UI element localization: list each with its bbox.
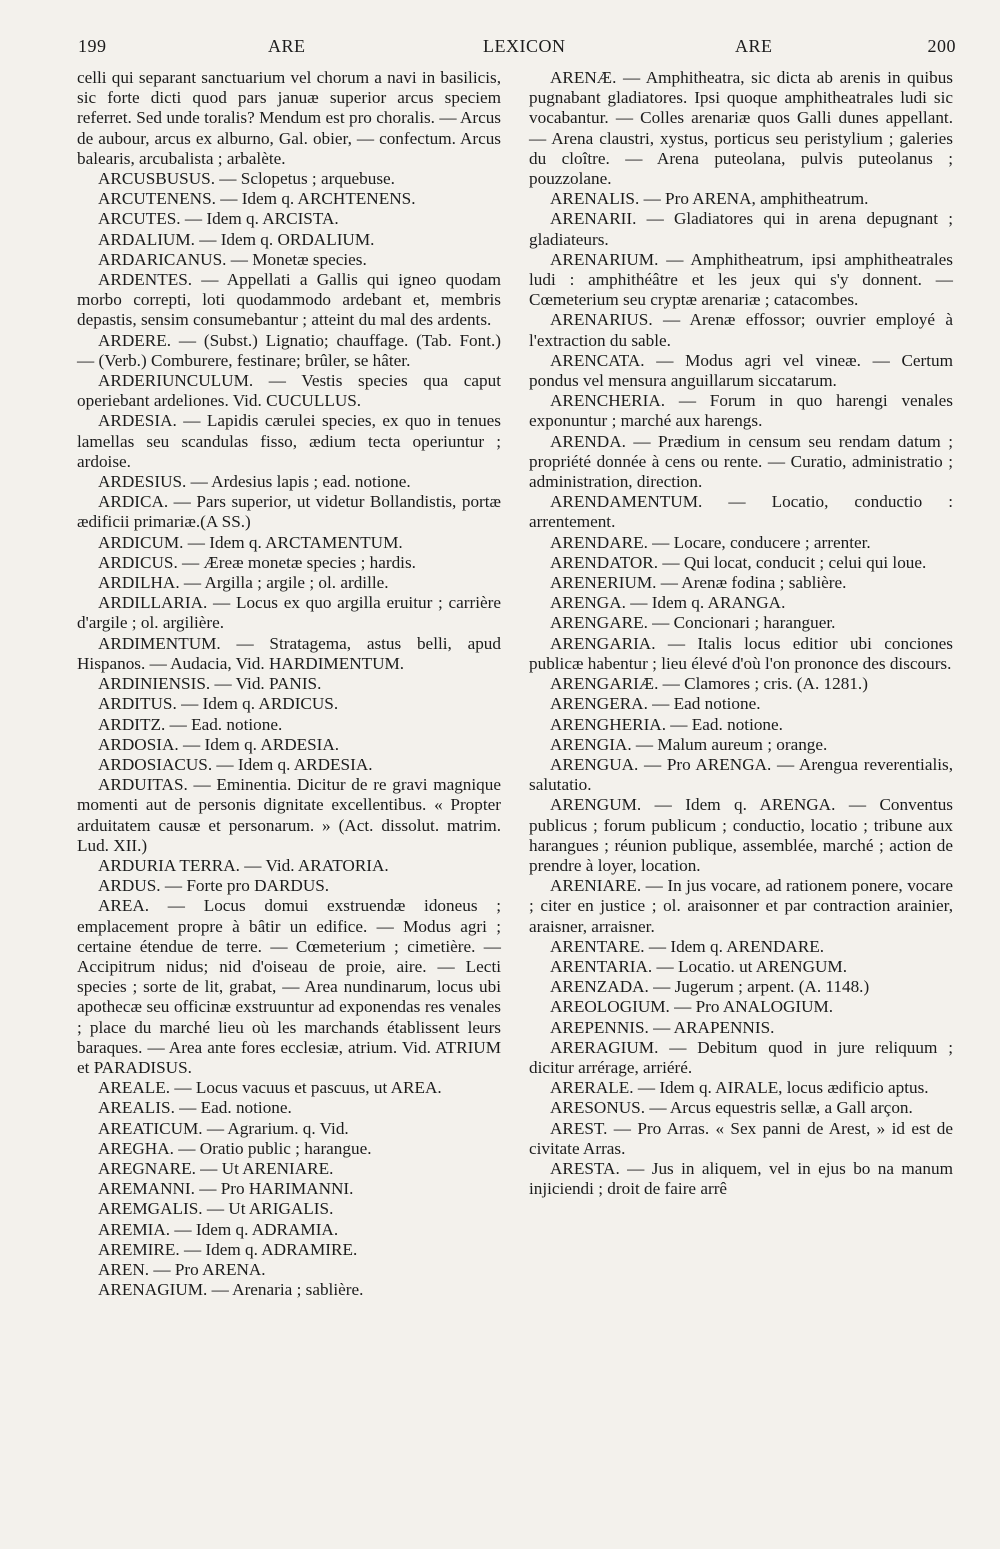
dictionary-entry: ARESONUS. — Arcus equestris sellæ, a Gall arçon.: [550, 1098, 913, 1118]
page-number-right: 200: [927, 36, 956, 56]
dictionary-entry: AREOLOGIUM. — Pro ANALOGIUM.: [550, 997, 834, 1017]
dictionary-entry: ARDOSIA. — Idem q. ARDESIA.: [98, 734, 340, 754]
dictionary-entry: ARDERIUNCULUM. — Vestis species qua caput operiebant ardeliones. Vid. CUCULLUS.: [77, 371, 501, 411]
dictionary-entry: ARDICA. — Pars superior, ut videtur Bollandistis, portæ ædificii primariæ.(A SS.): [77, 492, 501, 532]
dictionary-entry: AREATICUM. — Agrarium. q. Vid.: [98, 1118, 349, 1138]
dictionary-entry: ARDICUM. — Idem q. ARCTAMENTUM.: [98, 532, 403, 552]
dictionary-entry: ARCUTENENS. — Idem q. ARCHTENENS.: [98, 189, 416, 209]
dictionary-entry: ARENDATOR. — Qui locat, conducit ; celui qui loue.: [550, 552, 927, 572]
dictionary-entry: ARDOSIACUS. — Idem q. ARDESIA.: [98, 754, 373, 774]
page-number-left: 199: [78, 36, 107, 56]
dictionary-entry: ARENGUM. — Idem q. ARENGA. — Conventus publicus ; forum publicum ; conductio, locatio ; tribune aux harangues ; réunion publique, assemblée, marché ; action de prendre à loyer, location.: [529, 795, 953, 875]
dictionary-entry: ARDUS. — Forte pro DARDUS.: [98, 876, 330, 896]
dictionary-entry: ARENGERA. — Ead notione.: [550, 694, 761, 714]
dictionary-entry: ARENGARIÆ. — Clamores ; cris. (A. 1281.): [550, 674, 868, 694]
dictionary-entry: ARENGHERIA. — Ead. notione.: [550, 714, 783, 734]
dictionary-entry: ARESTA. — Jus in aliquem, vel in ejus bo na manum injiciendi ; droit de faire arrê: [529, 1158, 953, 1199]
dictionary-entry: ARDALIUM. — Idem q. ORDALIUM.: [98, 229, 375, 249]
dictionary-entry: ARENARIUS. — Arenæ effossor; ouvrier employé à l'extraction du sable.: [529, 310, 953, 350]
dictionary-entry: AREALE. — Locus vacuus et pascuus, ut AREA.: [98, 1078, 442, 1098]
dictionary-entry: ARENGUA. — Pro ARENGA. — Arengua reverentialis, salutatio.: [529, 754, 953, 795]
dictionary-entry: ARDARICANUS. — Monetæ species.: [98, 249, 367, 269]
dictionary-entry: ARDITUS. — Idem q. ARDICUS.: [98, 694, 339, 714]
dictionary-entry: ARDICUS. — Æreæ monetæ species ; hardis.: [98, 552, 416, 572]
dictionary-entry: AREPENNIS. — ARAPENNIS.: [550, 1017, 775, 1037]
dictionary-entry: ARDERE. — (Subst.) Lignatio; chauffage. (Tab. Font.) — (Verb.) Comburere, festinare; brûler, se hâter.: [77, 330, 501, 370]
dictionary-entry: AREGHA. — Oratio public ; harangue.: [98, 1138, 372, 1158]
dictionary-entry: ARENIARE. — In jus vocare, ad rationem ponere, vocare ; citer en justice ; ol. araisonner et par contraction arainier, araisner, arraisner.: [529, 876, 953, 936]
dictionary-entry: AREMIRE. — Idem q. ADRAMIRE.: [98, 1239, 358, 1259]
dictionary-entry: ARENGIA. — Malum aureum ; orange.: [550, 734, 828, 754]
dictionary-entry: ARENTARIA. — Locatio. ut ARENGUM.: [550, 956, 847, 976]
dictionary-entry: ARDINIENSIS. — Vid. PANIS.: [98, 674, 322, 694]
dictionary-entry: ARDITZ. — Ead. notione.: [98, 714, 283, 734]
dictionary-entry: ARENCATA. — Modus agri vel vineæ. — Certum pondus vel mensura anguillarum siccatarum.: [529, 350, 953, 391]
dictionary-entry: ARERALE. — Idem q. AIRALE, locus ædificio aptus.: [550, 1078, 929, 1098]
dictionary-entry: AREMIA. — Idem q. ADRAMIA.: [98, 1219, 339, 1239]
dictionary-entry: ARDESIA. — Lapidis cærulei species, ex quo in tenues lamellas seu scandulas fisso, ædium tecta operiuntur ; ardoise.: [77, 411, 501, 471]
dictionary-entry: celli qui separant sanctuarium vel chorum a navi in basilicis, sic forte dicti quod pars januæ superior arcus speciem referret. Sed unde toralis? Mendum est pro choralis. — Arcus de aubour, arcus ex alburno, Gal. obier, — confectum. Arcus balearis, arcubalista ; arbalète.: [77, 68, 501, 168]
right-column: [529, 68, 953, 1199]
dictionary-entry: ARERAGIUM. — Debitum quod in jure reliquum ; dicitur arrérage, arriéré.: [529, 1037, 953, 1077]
guide-word-right: ARE: [735, 36, 773, 56]
dictionary-entry: ARENCHERIA. — Forum in quo harengi venales exponuntur ; marché aux harengs.: [529, 391, 953, 431]
dictionary-entry: ARENDA. — Prædium in censum seu rendam datum ; propriété donnée à cens ou rente. — Curatio, administratio ; administration, direction.: [529, 431, 953, 492]
dictionary-entry: ARENALIS. — Pro ARENA, amphitheatrum.: [550, 189, 869, 209]
running-title: LEXICON: [483, 36, 566, 56]
dictionary-entry: ARENARIUM. — Amphitheatrum, ipsi amphitheatrales ludi : amphithéâtre et les jeux qui s'y donnent. — Cœmeterium seu cryptæ arenariæ ; catacombes.: [529, 249, 953, 310]
dictionary-entry: ARCUSBUSUS. — Sclopetus ; arquebuse.: [98, 169, 395, 189]
left-column: [77, 68, 501, 1300]
dictionary-entry: ARDILHA. — Argilla ; argile ; ol. ardille.: [98, 573, 389, 593]
guide-word-left: ARE: [268, 36, 306, 56]
dictionary-entry: ARDILLARIA. — Locus ex quo argilla eruitur ; carrière d'argile ; ol. argilière.: [77, 593, 501, 633]
dictionary-entry: AREST. — Pro Arras. « Sex panni de Arest, » id est de civitate Arras.: [529, 1118, 953, 1158]
dictionary-entry: ARENERIUM. — Arenæ fodina ; sablière.: [550, 573, 847, 593]
dictionary-entry: AREMANNI. — Pro HARIMANNI.: [98, 1179, 354, 1199]
running-header: [78, 30, 956, 64]
dictionary-entry: ARENZADA. — Jugerum ; arpent. (A. 1148.): [550, 977, 870, 997]
dictionary-entry: ARENARII. — Gladiatores qui in arena depugnant ; gladiateurs.: [529, 209, 953, 249]
dictionary-entry: ARCUTES. — Idem q. ARCISTA.: [98, 209, 339, 229]
dictionary-entry: ARENDAMENTUM. — Locatio, conductio : arrentement.: [529, 492, 953, 532]
dictionary-entry: ARDUITAS. — Eminentia. Dicitur de re gravi magnique momenti aut de personis dignitate excellentibus. « Propter arduitatem causæ et personarum. » (Act. dissolut. matrim. Lud. XII.): [77, 775, 501, 855]
dictionary-entry: AREGNARE. — Ut ARENIARE.: [98, 1158, 334, 1178]
dictionary-entry: ARENDARE. — Locare, conducere ; arrenter.: [550, 532, 871, 552]
dictionary-entry: ARDENTES. — Appellati a Gallis qui igneo quodam morbo correpti, loti quodammodo ardebant et, membris depastis, sensim consumebantur ; atteint du mal des ardents.: [77, 270, 501, 330]
dictionary-entry: AREN. — Pro ARENA.: [98, 1259, 266, 1279]
dictionary-entry: ARDURIA TERRA. — Vid. ARATORIA.: [98, 855, 389, 875]
dictionary-entry: ARENÆ. — Amphitheatra, sic dicta ab arenis in quibus pugnabant gladiatores. Ipsi quoque amphitheatrales ludi sic vocabantur. — Colles arenariæ quos Galli dunes appellant. — Arena claustri, xystus, porticus seu peristylium ; galeries du cloître. — Arena puteolana, pulvis puteolanus ; pouzzolane.: [529, 68, 953, 189]
dictionary-entry: ARENGA. — Idem q. ARANGA.: [550, 593, 786, 613]
dictionary-entry: AREMGALIS. — Ut ARIGALIS.: [98, 1199, 334, 1219]
dictionary-entry: ARDESIUS. — Ardesius lapis ; ead. notione.: [98, 472, 411, 492]
dictionary-entry: ARDIMENTUM. — Stratagema, astus belli, apud Hispanos. — Audacia, Vid. HARDIMENTUM.: [77, 633, 501, 673]
dictionary-entry: ARENGARE. — Concionari ; haranguer.: [550, 613, 836, 633]
dictionary-entry: AREA. — Locus domui exstruendæ idoneus ; emplacement propre à bâtir un edifice. — Modus agri ; certaine étendue de terre. — Cœmeterium ; cimetière. — Accipitrum nidus; nid d'oiseau de proie, aire. — Lecti species ; sorte de lit, grabat, — Area nundinarum, locus ubi apothecæ seu officinæ exstruuntur ad exponendas res venales ; place du marché lieu où les marchands établissent leurs baraques. — Area ante fores ecclesiæ, atrium. Vid. ATRIUM et PARADISUS.: [77, 896, 501, 1077]
dictionary-entry: AREALIS. — Ead. notione.: [98, 1098, 292, 1118]
dictionary-entry: ARENTARE. — Idem q. ARENDARE.: [550, 936, 825, 956]
dictionary-entry: ARENGARIA. — Italis locus editior ubi conciones publicæ habentur ; lieu élevé d'où l'on prononce des discours.: [529, 633, 953, 673]
dictionary-entry: ARENAGIUM. — Arenaria ; sablière.: [98, 1280, 364, 1300]
